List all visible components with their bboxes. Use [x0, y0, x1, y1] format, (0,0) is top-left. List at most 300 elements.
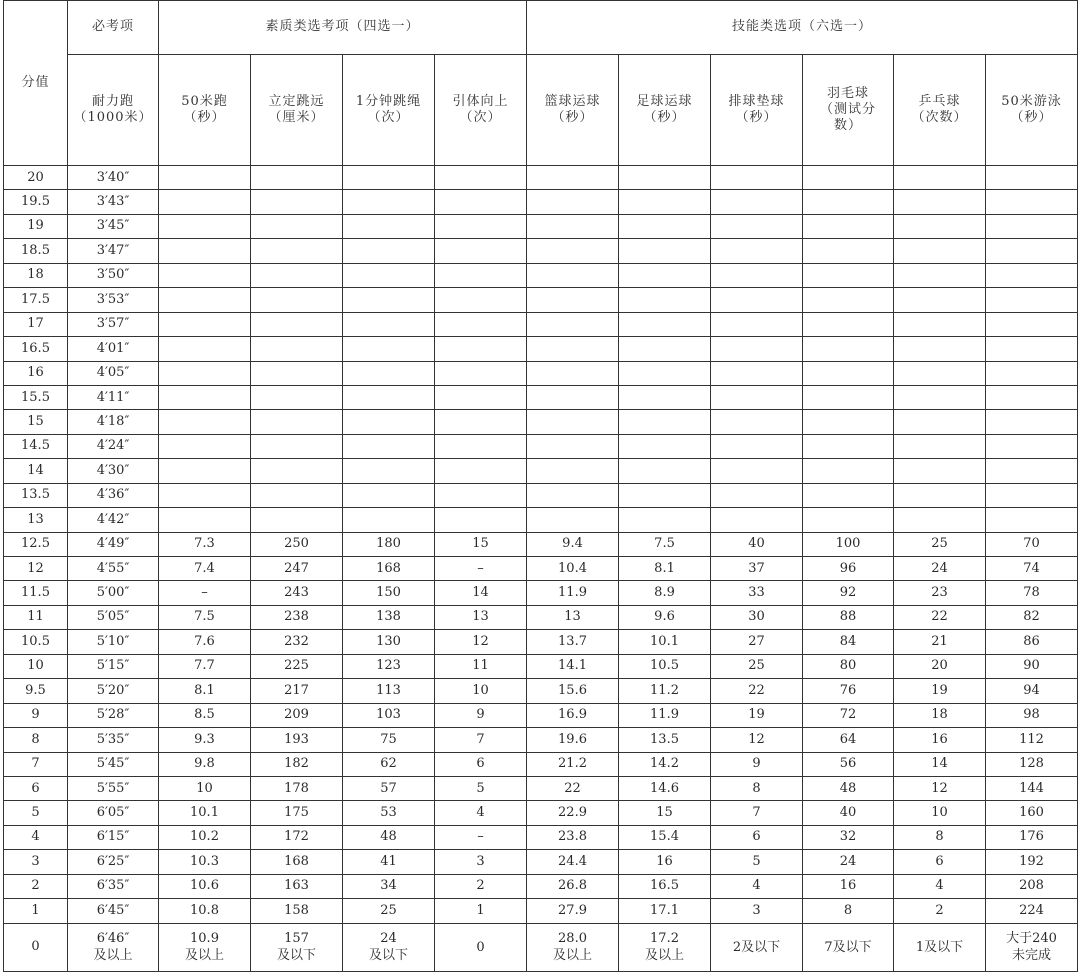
table-cell: 243	[251, 581, 343, 605]
cell-line: 2及以下	[732, 939, 781, 955]
table-row	[4, 459, 1078, 483]
table-cell	[343, 239, 435, 263]
cell-line: 及以上	[93, 948, 133, 964]
table-cell	[803, 434, 894, 458]
table-cell: 4	[711, 874, 803, 898]
table-cell: 9.8	[159, 752, 251, 776]
table-cell: 8.5	[159, 703, 251, 727]
table-cell: 40	[711, 532, 803, 556]
group-skill-header: 技能类选项（六选一）	[527, 1, 1078, 55]
table-cell	[343, 166, 435, 190]
table-cell: 138	[343, 605, 435, 629]
table-cell	[711, 190, 803, 214]
score-cell: 16	[4, 361, 68, 385]
table-cell: 10.8	[159, 899, 251, 923]
table-cell: 6′25″	[68, 850, 159, 874]
table-cell: 178	[251, 776, 343, 800]
table-cell: 15.6	[527, 679, 619, 703]
table-cell	[527, 166, 619, 190]
table-cell: 8.1	[619, 557, 711, 581]
table-cell	[159, 410, 251, 434]
column-header	[986, 55, 1078, 166]
table-cell	[986, 337, 1078, 361]
table-cell	[251, 288, 343, 312]
table-cell: 5	[435, 776, 527, 800]
score-cell: 4	[4, 825, 68, 849]
table-cell	[711, 239, 803, 263]
table-cell: 10	[894, 801, 986, 825]
table-cell: 158	[251, 899, 343, 923]
table-cell: 48	[343, 825, 435, 849]
table-cell	[619, 312, 711, 336]
table-row	[4, 483, 1078, 507]
table-cell: 10.5	[619, 654, 711, 678]
table-cell: 25	[711, 654, 803, 678]
score-cell: 6	[4, 776, 68, 800]
table-cell: 7	[435, 728, 527, 752]
table-cell	[527, 239, 619, 263]
table-cell	[894, 459, 986, 483]
table-row	[4, 654, 1078, 678]
table-cell: 15	[435, 532, 527, 556]
table-cell: 4	[894, 874, 986, 898]
table-cell	[159, 434, 251, 458]
table-cell	[435, 166, 527, 190]
table-cell	[343, 312, 435, 336]
score-cell: 11	[4, 605, 68, 629]
table-cell: 41	[343, 850, 435, 874]
column-header	[159, 55, 251, 166]
column-header	[343, 55, 435, 166]
score-cell: 20	[4, 166, 68, 190]
table-cell	[435, 483, 527, 507]
table-cell	[435, 361, 527, 385]
table-cell: 3′45″	[68, 214, 159, 238]
table-cell	[435, 263, 527, 287]
table-cell	[159, 923, 251, 971]
column-header	[251, 55, 343, 166]
table-cell	[803, 361, 894, 385]
table-cell	[894, 190, 986, 214]
table-row	[4, 361, 1078, 385]
table-row	[4, 288, 1078, 312]
score-cell: 13	[4, 508, 68, 532]
table-cell: 8	[803, 899, 894, 923]
table-cell: 4′36″	[68, 483, 159, 507]
table-cell: 8	[894, 825, 986, 849]
column-header-unit: （次数）	[911, 110, 968, 125]
table-cell	[803, 337, 894, 361]
table-cell: 75	[343, 728, 435, 752]
table-cell: 10.1	[159, 801, 251, 825]
table-cell: 14.1	[527, 654, 619, 678]
score-cell: 0	[4, 923, 68, 971]
table-cell: 12	[435, 630, 527, 654]
column-header-name: 排球垫球	[728, 93, 785, 109]
table-cell	[986, 385, 1078, 409]
table-cell	[803, 923, 894, 971]
table-cell	[343, 361, 435, 385]
table-cell: 14.6	[619, 776, 711, 800]
table-cell: 4′05″	[68, 361, 159, 385]
score-cell: 19.5	[4, 190, 68, 214]
table-cell	[894, 923, 986, 971]
table-row	[4, 214, 1078, 238]
score-cell: 19	[4, 214, 68, 238]
table-cell	[619, 459, 711, 483]
table-cell: 24	[894, 557, 986, 581]
table-cell: 25	[343, 899, 435, 923]
score-cell: 15	[4, 410, 68, 434]
score-cell: 18.5	[4, 239, 68, 263]
score-cell: 12.5	[4, 532, 68, 556]
table-cell: 6′45″	[68, 899, 159, 923]
table-cell	[159, 239, 251, 263]
table-cell: 19	[894, 679, 986, 703]
table-cell: 224	[986, 899, 1078, 923]
table-cell: –	[435, 557, 527, 581]
table-cell: 22	[527, 776, 619, 800]
table-cell: 16	[803, 874, 894, 898]
table-row	[4, 337, 1078, 361]
table-cell	[803, 312, 894, 336]
table-cell	[894, 288, 986, 312]
table-cell: 1	[435, 899, 527, 923]
table-cell	[986, 166, 1078, 190]
table-cell: 5′05″	[68, 605, 159, 629]
score-cell: 18	[4, 263, 68, 287]
table-cell: 7.7	[159, 654, 251, 678]
table-cell	[986, 190, 1078, 214]
table-cell: 27.9	[527, 899, 619, 923]
table-row	[4, 581, 1078, 605]
table-cell: –	[159, 581, 251, 605]
table-cell: 128	[986, 752, 1078, 776]
table-cell: 5′28″	[68, 703, 159, 727]
table-cell	[894, 410, 986, 434]
table-cell	[527, 312, 619, 336]
cell-line: 及以上	[645, 948, 685, 964]
table-cell: 18	[894, 703, 986, 727]
table-cell	[435, 312, 527, 336]
score-cell: 17	[4, 312, 68, 336]
table-cell	[159, 459, 251, 483]
table-cell	[711, 434, 803, 458]
table-cell	[894, 385, 986, 409]
column-header-unit-cont: 数）	[834, 118, 863, 134]
table-cell: 6	[711, 825, 803, 849]
table-row	[4, 508, 1078, 532]
table-cell: 76	[803, 679, 894, 703]
table-cell	[711, 410, 803, 434]
table-cell: 9	[435, 703, 527, 727]
column-header-name: 50米跑	[181, 93, 228, 109]
table-cell: 4′55″	[68, 557, 159, 581]
table-cell: 10	[435, 679, 527, 703]
table-cell: 250	[251, 532, 343, 556]
table-cell: 8	[711, 776, 803, 800]
table-cell: 209	[251, 703, 343, 727]
table-cell: 7.3	[159, 532, 251, 556]
table-cell	[251, 923, 343, 971]
table-cell: 3′40″	[68, 166, 159, 190]
column-header-name: 乒乓球	[918, 93, 961, 109]
table-cell	[894, 214, 986, 238]
table-cell	[711, 288, 803, 312]
column-header-unit: （次）	[367, 110, 410, 125]
table-cell	[68, 923, 159, 971]
score-cell: 14.5	[4, 434, 68, 458]
table-row	[4, 190, 1078, 214]
table-cell: 150	[343, 581, 435, 605]
table-cell	[619, 337, 711, 361]
table-cell	[803, 483, 894, 507]
cell-line: 7及以下	[824, 939, 872, 955]
table-cell	[343, 483, 435, 507]
table-cell: 15.4	[619, 825, 711, 849]
table-cell	[711, 263, 803, 287]
table-cell	[619, 263, 711, 287]
table-cell: 5	[711, 850, 803, 874]
score-cell: 15.5	[4, 385, 68, 409]
table-cell	[435, 410, 527, 434]
table-cell: 9.4	[527, 532, 619, 556]
column-header-name: 篮球运球	[544, 93, 601, 109]
table-cell	[986, 214, 1078, 238]
table-cell: 5′10″	[68, 630, 159, 654]
table-cell	[343, 410, 435, 434]
table-cell	[527, 288, 619, 312]
table-cell: 14.2	[619, 752, 711, 776]
table-cell: 2	[435, 874, 527, 898]
table-cell	[711, 459, 803, 483]
table-cell: 3′57″	[68, 312, 159, 336]
table-cell: 10	[159, 776, 251, 800]
table-cell: 225	[251, 654, 343, 678]
table-cell	[159, 385, 251, 409]
table-cell	[159, 166, 251, 190]
table-row	[4, 825, 1078, 849]
table-cell	[435, 459, 527, 483]
table-cell	[251, 410, 343, 434]
table-cell: 17.1	[619, 899, 711, 923]
score-cell: 10	[4, 654, 68, 678]
table-cell	[435, 923, 527, 971]
table-cell: 4	[435, 801, 527, 825]
table-cell	[251, 190, 343, 214]
table-cell	[343, 214, 435, 238]
column-header	[435, 55, 527, 166]
table-cell	[711, 483, 803, 507]
table-row	[4, 728, 1078, 752]
table-cell: 100	[803, 532, 894, 556]
table-cell	[894, 508, 986, 532]
table-cell: 3′53″	[68, 288, 159, 312]
table-cell: 22.9	[527, 801, 619, 825]
table-cell: 90	[986, 654, 1078, 678]
column-header-unit: （厘米）	[268, 110, 325, 125]
table-cell	[986, 263, 1078, 287]
table-cell: 4′18″	[68, 410, 159, 434]
table-cell	[251, 214, 343, 238]
table-cell	[803, 166, 894, 190]
cell-line: 28.0	[558, 930, 587, 946]
table-row	[4, 923, 1078, 971]
table-cell	[803, 239, 894, 263]
table-row	[4, 239, 1078, 263]
table-cell: 4′24″	[68, 434, 159, 458]
table-row	[4, 874, 1078, 898]
header-row-columns	[4, 55, 1078, 166]
table-cell	[435, 214, 527, 238]
table-cell	[251, 459, 343, 483]
table-cell: 217	[251, 679, 343, 703]
table-row	[4, 312, 1078, 336]
table-row	[4, 899, 1078, 923]
table-cell	[894, 312, 986, 336]
table-cell: 7.5	[159, 605, 251, 629]
table-cell: 23	[894, 581, 986, 605]
table-cell: 13	[527, 605, 619, 629]
table-cell	[894, 434, 986, 458]
table-cell	[159, 508, 251, 532]
score-cell: 5	[4, 801, 68, 825]
table-cell: 11.9	[619, 703, 711, 727]
table-cell: 24.4	[527, 850, 619, 874]
table-cell	[803, 190, 894, 214]
table-cell	[527, 361, 619, 385]
table-cell: 123	[343, 654, 435, 678]
table-cell: 144	[986, 776, 1078, 800]
table-cell: 19.6	[527, 728, 619, 752]
cell-line: 及以下	[368, 948, 408, 964]
table-cell: 3′47″	[68, 239, 159, 263]
table-cell: 6′35″	[68, 874, 159, 898]
table-cell	[527, 923, 619, 971]
table-cell: 172	[251, 825, 343, 849]
table-cell: 168	[251, 850, 343, 874]
table-cell: 22	[711, 679, 803, 703]
table-cell: 6	[435, 752, 527, 776]
table-cell	[435, 337, 527, 361]
score-cell: 3	[4, 850, 68, 874]
column-header	[711, 55, 803, 166]
table-cell: 37	[711, 557, 803, 581]
column-header	[619, 55, 711, 166]
score-cell: 9	[4, 703, 68, 727]
cell-line: 17.2	[650, 930, 679, 946]
table-cell: 14	[435, 581, 527, 605]
table-cell: 6	[894, 850, 986, 874]
table-cell	[435, 239, 527, 263]
table-cell	[619, 239, 711, 263]
table-cell	[343, 263, 435, 287]
table-cell	[986, 459, 1078, 483]
table-cell	[343, 190, 435, 214]
table-cell: 7.6	[159, 630, 251, 654]
table-cell	[343, 923, 435, 971]
column-header-unit: （次）	[459, 110, 502, 125]
table-cell	[527, 410, 619, 434]
table-cell	[619, 410, 711, 434]
table-cell: 10.4	[527, 557, 619, 581]
table-cell: 130	[343, 630, 435, 654]
table-cell	[435, 385, 527, 409]
table-cell	[986, 923, 1078, 971]
table-cell	[251, 434, 343, 458]
cell-line: 及以上	[184, 948, 224, 964]
table-cell: 12	[711, 728, 803, 752]
table-cell: 13.7	[527, 630, 619, 654]
table-cell	[527, 459, 619, 483]
table-row	[4, 776, 1078, 800]
cell-line: 大于240	[1006, 930, 1057, 946]
table-cell: 4′30″	[68, 459, 159, 483]
table-cell	[435, 434, 527, 458]
table-cell	[803, 459, 894, 483]
table-cell	[894, 239, 986, 263]
table-cell: 247	[251, 557, 343, 581]
score-cell: 12	[4, 557, 68, 581]
group-quality-header: 素质类选考项（四选一）	[159, 1, 527, 55]
table-cell	[986, 239, 1078, 263]
table-cell: 193	[251, 728, 343, 752]
table-cell: 182	[251, 752, 343, 776]
table-cell	[343, 508, 435, 532]
table-cell: 6′15″	[68, 825, 159, 849]
table-cell	[986, 312, 1078, 336]
table-cell	[894, 263, 986, 287]
table-cell	[527, 337, 619, 361]
table-cell: 208	[986, 874, 1078, 898]
table-cell	[711, 508, 803, 532]
table-cell	[986, 361, 1078, 385]
table-cell: 10.3	[159, 850, 251, 874]
score-cell: 7	[4, 752, 68, 776]
table-cell: 32	[803, 825, 894, 849]
table-row	[4, 752, 1078, 776]
table-cell	[527, 483, 619, 507]
column-header-name: 羽毛球	[827, 85, 870, 101]
table-cell: 11.2	[619, 679, 711, 703]
score-cell: 11.5	[4, 581, 68, 605]
column-header-unit: （测试分	[820, 101, 877, 117]
table-cell: 9	[711, 752, 803, 776]
column-header-unit: （秒）	[643, 110, 686, 125]
table-cell: 21.2	[527, 752, 619, 776]
table-cell: 30	[711, 605, 803, 629]
column-header-unit: （秒）	[735, 110, 778, 125]
table-cell	[803, 385, 894, 409]
table-row	[4, 630, 1078, 654]
table-cell: 16.9	[527, 703, 619, 727]
score-cell: 8	[4, 728, 68, 752]
table-cell	[711, 166, 803, 190]
table-cell: 103	[343, 703, 435, 727]
score-cell: 16.5	[4, 337, 68, 361]
column-header-name: 1分钟跳绳	[355, 93, 422, 109]
table-cell: 6′05″	[68, 801, 159, 825]
table-row	[4, 679, 1078, 703]
table-cell	[251, 337, 343, 361]
table-cell: 180	[343, 532, 435, 556]
cell-line: 157	[284, 930, 309, 946]
table-cell: 98	[986, 703, 1078, 727]
table-cell: 176	[986, 825, 1078, 849]
table-cell: 56	[803, 752, 894, 776]
table-cell	[619, 483, 711, 507]
table-cell	[527, 385, 619, 409]
